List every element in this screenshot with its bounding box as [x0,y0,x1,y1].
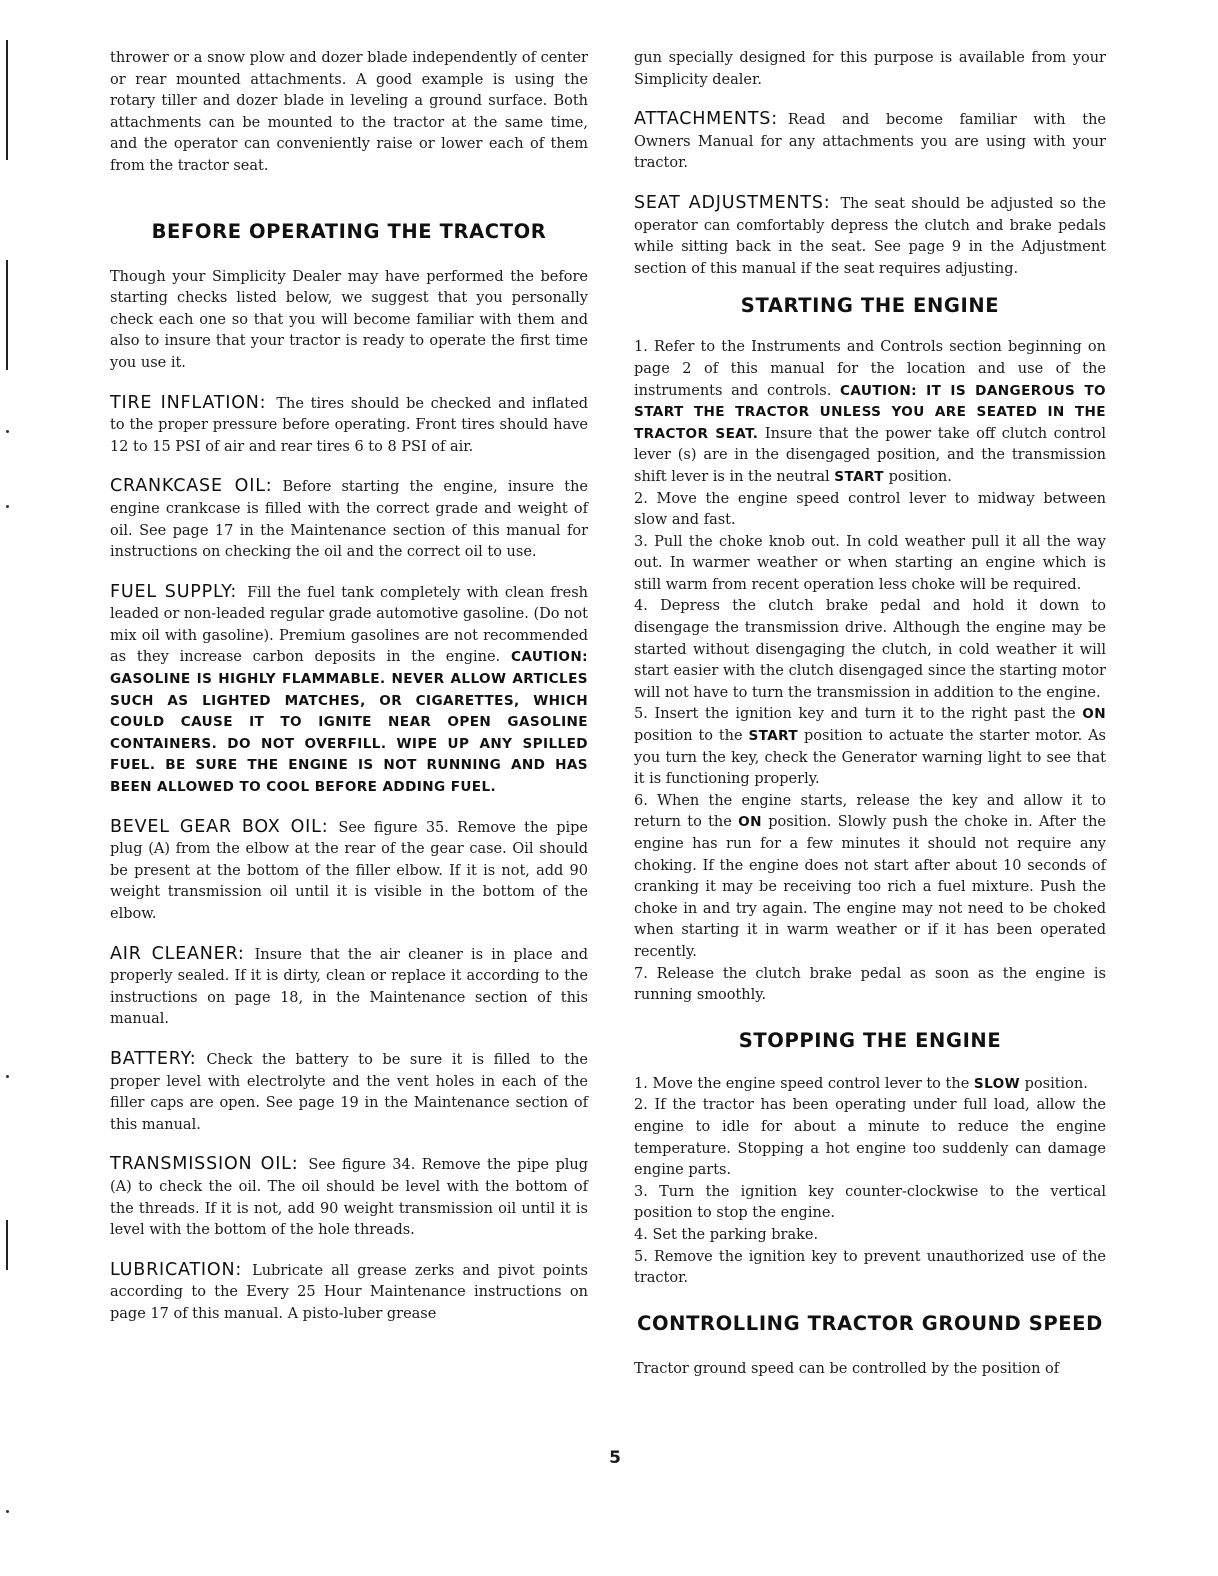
starting-step-3: 3. Pull the choke knob out. In cold weather pull it all the way out. In warmer weather or when starting an engine which is still warm from recent operation less choke will be required. [634,533,1106,593]
stopping-engine-heading: STOPPING THE ENGINE [738,1028,1002,1052]
starting-step-1: 1. Refer to the Instruments and Controls section beginning on page 2 of this manual for the location and use of the instruments and controls. CAUTION: IT IS DANGEROUS TO START THE TRACTOR UNLESS YOU ARE SEATED IN THE TRACTOR SEAT. Insure that the power take off clutch control lever (s) are in the disengaged position, and the transmission shift lever is in the neutral START position. [634,339,1107,485]
ground-speed-heading: CONTROLLING TRACTOR GROUND SPEED [637,1311,1103,1335]
battery-label: BATTERY: [110,1048,197,1069]
stopping-step-4: 4. Set the parking brake. [634,1226,819,1243]
battery-text: Check the battery to be sure it is filled to the proper level with electrolyte and the vent holes in each of the filler caps are open. See page 19 in the Maintenance section of this manual. [110,1051,588,1133]
transmission-oil-text: See figure 34. Remove the pipe plug (A) to check the oil. The oil should be level with the bottom of the threads. If it is not, add 90 weight transmission oil until it is level with the bottom of the hole threads. [110,1157,588,1239]
crankcase-oil-text: Before starting the engine, insure the engine crankcase is filled with the correct grade and weight of oil. See page 17 in the Maintenance section of this manual for instructions on checking the oil and the correct oil to use. [110,479,588,561]
starting-step-4: 4. Depress the clutch brake pedal and hold it down to disengage the transmission drive. Although the engine may be started without disengaging the clutch, in cold weather it will start easier with the clutch disengaged since the starting motor will not have to turn the transmission in addition to the engine. [634,598,1106,701]
air-cleaner-text: Insure that the air cleaner is in place and properly sealed. If it is dirty, clean or replace it according to the instructions on page 18, in the Maintenance section of this manual. [110,946,588,1028]
stopping-step-5: 5. Remove the ignition key to prevent unauthorized use of the tractor. [634,1248,1106,1287]
scan-edge-dot [6,430,9,433]
transmission-oil-label: TRANSMISSION OIL: [110,1154,299,1175]
bevel-gear-section [110,817,588,926]
fuel-caution-text: CAUTION: GASOLINE IS HIGHLY FLAMMABLE. NEVER ALLOW ARTICLES SUCH AS LIGHTED MATCHES, OR CIGARETTES, WHICH COULD CAUSE IT TO IGNITE NEAR OPEN GASOLINE CONTAINERS. DO NOT OVERFILL. WIPE UP ANY SPILLED FUEL. BE SURE THE ENGINE IS NOT RUNNING AND HAS BEEN ALLOWED TO COOL BEFORE ADDING FUEL. [110,649,588,796]
lubrication-text: Lubricate all grease zerks and pivot points according to the Every 25 Hour Maintenance instructions on page 17 of this manual. A pisto-luber grease [110,1262,588,1322]
scan-edge-mark [6,1220,8,1270]
scan-edge-mark [6,40,8,160]
fuel-supply-section [110,582,588,799]
lubrication-label: LUBRICATION: [110,1259,243,1280]
starting-caution-text: CAUTION: IT IS DANGEROUS TO START THE TRACTOR UNLESS YOU ARE SEATED IN THE TRACTOR SEAT. [634,382,1107,442]
starting-step-6: 6. When the engine starts, release the key and allow it to return to the ON position. Slowly push the choke in. After the engine has run for a few minutes it should not require any choking. If the engine does not start after about 10 seconds of cranking it may be receiving too rich a fuel mixture. Push the choke in and try again. The engine may not need to be choked when starting it in warm weather or if it has been operated recently. [634,792,1106,960]
air-cleaner-section [110,944,588,1031]
before-operating-heading: BEFORE OPERATING THE TRACTOR [151,219,547,243]
page-number: 5 [609,1448,621,1468]
tire-inflation-section [110,393,588,459]
crankcase-oil-section [110,476,588,563]
ground-speed-text: Tractor ground speed can be controlled by the position of [634,1360,1060,1377]
attachments-label: ATTACHMENTS: [634,109,778,130]
stopping-step-2: 2. If the tractor has been operating under full load, allow the engine to idle for about a minute to reduce the engine temperature. Stopping a hot engine too suddenly can damage engine parts. [634,1097,1106,1179]
lubrication-section [110,1260,588,1326]
stopping-step-3: 3. Turn the ignition key counter-clockwise to the vertical position to stop the engine. [634,1183,1106,1222]
scan-edge-mark [6,260,8,370]
intro-paragraph: thrower or a snow plow and dozer blade independently of center or rear mounted attachments. A good example is using the rotary tiller and dozer blade in leveling a ground surface. Both attachments can be mounted to the tractor at the same time, and the operator can conveniently raise or lower each of them from the tractor seat. [110,50,588,174]
seat-adjustments-label: SEAT ADJUSTMENTS: [634,192,831,213]
scan-edge-dot [6,1075,9,1078]
stopping-step-1: 1. Move the engine speed control lever to the SLOW position. [634,1075,1088,1092]
scan-edge-dot [6,505,9,508]
attachments-section [634,109,1106,175]
scan-edge-dot [6,1510,9,1513]
starting-step-7: 7. Release the clutch brake pedal as soon as the engine is running smoothly. [634,965,1106,1004]
tire-inflation-label: TIRE INFLATION: [110,392,267,413]
bevel-gear-text: See figure 35. Remove the pipe plug (A) from the elbow at the rear of the gear case. Oil should be present at the bottom of the filler elbow. If it is not, add 90 weight transmission oil until it is visible in the bottom of the elbow. [110,819,588,922]
starting-steps [634,337,1106,1006]
transmission-oil-section [110,1154,588,1241]
starting-engine-heading: STARTING THE ENGINE [740,294,1000,318]
right-column [634,48,1106,1380]
fuel-supply-label: FUEL SUPPLY: [110,581,238,602]
stopping-steps [634,1074,1106,1290]
seat-adjustments-section [634,193,1106,280]
attachments-text: Read and become familiar with the Owners Manual for any attachments you are using with your tractor. [634,112,1106,172]
bevel-gear-label: BEVEL GEAR BOX OIL: [110,816,329,837]
battery-section [110,1049,588,1136]
before-operating-text: Though your Simplicity Dealer may have performed the before starting checks listed below, we suggest that you personally check each one so that you will become familiar with them and also to insure that your tractor is ready to operate the first time you use it. [110,268,588,371]
left-column [110,48,588,1326]
starting-step-5: 5. Insert the ignition key and turn it to the right past the ON position to the START position to actuate the starter motor. As you turn the key, check the Generator warning light to see that it is functioning properly. [634,706,1107,788]
fuel-supply-text: Fill the fuel tank completely with clean fresh leaded or non-leaded regular grade automotive gasoline. (Do not mix oil with gasoline). Premium gasolines are not recommended as they increase carbon deposits in the engine. [110,584,588,666]
continued-text: gun specially designed for this purpose is available from your Simplicity dealer. [634,50,1106,88]
tire-inflation-text: The tires should be checked and inflated to the proper pressure before operating. Front tires should have 12 to 15 PSI of air and rear tires 6 to 8 PSI of air. [110,395,588,455]
crankcase-oil-label: CRANKCASE OIL: [110,476,273,497]
air-cleaner-label: AIR CLEANER: [110,943,245,964]
seat-adjustments-text: The seat should be adjusted so the operator can comfortably depress the clutch and brake pedals while sitting back in the seat. See page 9 in the Adjustment section of this manual if the seat requires adjusting. [634,195,1106,277]
starting-step-2: 2. Move the engine speed control lever to midway between slow and fast. [634,490,1106,529]
